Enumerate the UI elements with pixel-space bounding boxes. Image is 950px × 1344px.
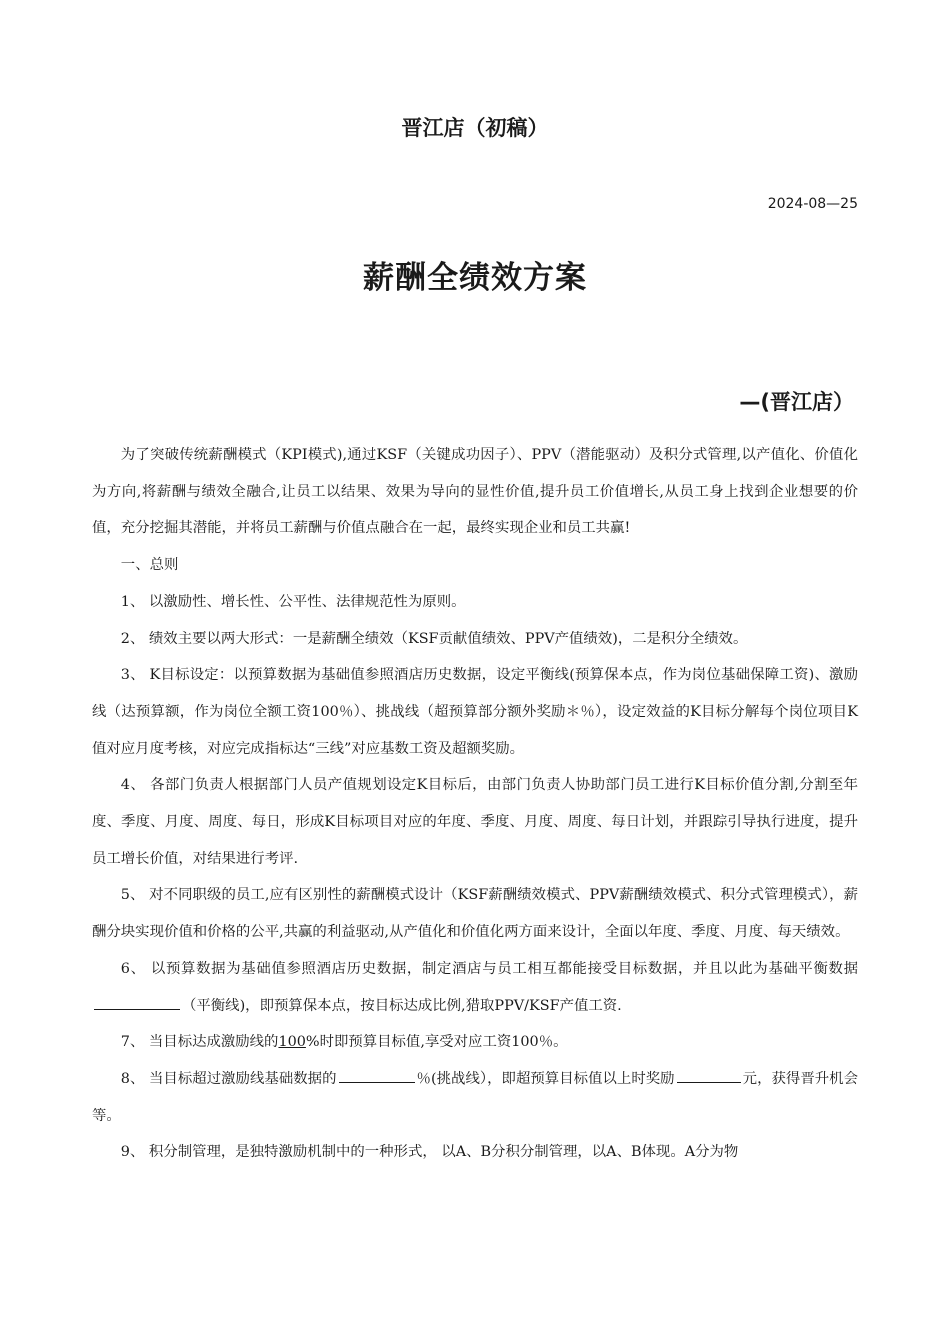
header-title: 晋江店（初稿） (401, 116, 549, 140)
list-item-8 (92, 1061, 858, 1134)
fill-in-blank[interactable] (94, 994, 180, 1010)
list-item-7 (92, 1024, 858, 1061)
fill-in-blank[interactable] (677, 1067, 741, 1083)
list-item: 1、 以激励性、增长性、公平性、法律规范性为原则。 (120, 593, 466, 610)
item8-text-after: 元，获得晋升机会等。 (92, 1070, 858, 1124)
fill-in-blank[interactable] (339, 1067, 415, 1083)
list-item: 2、 绩效主要以两大形式：一是薪酬全绩效（KSF贡献值绩效、PPV产值绩效)，二是积分全绩效。 (120, 630, 748, 647)
document-body (92, 437, 858, 1171)
document-title: 薪酬全绩效方案 (363, 260, 587, 296)
list-item: 3、 K目标设定：以预算数据为基础值参照酒店历史数据，设定平衡线(预算保本点，作为岗位基础保障工资)、激励线（达预算额，作为岗位全额工资100％）、挑战线（超预算部分额外奖励＊％），设定效益的K目标分解每个岗位项目K值对应月度考核，对应完成指标达“三线”对应基数工资及超额奖励。 (92, 667, 858, 757)
section-heading: 一、总则 (120, 557, 179, 574)
item8-text-middle: ％(挑战线），即超预算目标值以上时奖励 (416, 1070, 675, 1087)
list-item: 9、 积分制管理，是独特激励机制中的一种形式， 以A、B分积分制管理，以A、B体现。A分为物 (120, 1144, 739, 1161)
item7-text-after: %时即预算目标值,享受对应工资100％。 (305, 1034, 568, 1051)
document-subtitle: —(晋江店） (739, 390, 854, 414)
list-item: 5、 对不同职级的员工,应有区别性的薪酬模式设计（KSF薪酬绩效模式、PPV薪酬绩效模式、积分式管理模式），薪酬分块实现价值和价格的公平,共赢的利益驱动,从产值化和价值化两方面来设计，全面以年度、季度、月度、每天绩效。 (92, 887, 858, 941)
item7-text-before: 7、 当目标达成激励线的 (120, 1034, 279, 1051)
item8-text-before: 8、 当目标超过激励线基础数据的 (120, 1070, 337, 1087)
list-item-6 (92, 951, 858, 1024)
intro-paragraph: 为了突破传统薪酬模式（KPI模式),通过KSF（关键成功因子）、PPV（潜能驱动）及积分式管理,以产值化、价值化为方向,将薪酬与绩效全融合,让员工以结果、效果为导向的显性价值,提升员工价值增长,从员工身上找到企业想要的价值，充分挖掘其潜能，并将员工薪酬与价值点融合在一起，最终实现企业和员工共赢! (92, 447, 858, 537)
document-date: 2024-08—25 (767, 196, 858, 212)
item6-text-before: 6、 以预算数据为基础值参照酒店历史数据，制定酒店与员工相互都能接受目标数据，并且以此为基础平衡数据 (120, 960, 858, 977)
item6-text-after: （平衡线)，即预算保本点，按目标达成比例,猎取PPV/KSF产值工资. (182, 997, 622, 1014)
list-item: 4、 各部门负责人根据部门人员产值规划设定K目标后，由部门负责人协助部门员工进行K目标价值分割,分割至年度、季度、月度、周度、每日，形成K目标项目对应的年度、季度、月度、周度、每日计划，并跟踪引导执行进度，提升员工增长价值，对结果进行考评. (92, 777, 858, 867)
item7-underlined-value: 100 (278, 1034, 306, 1051)
